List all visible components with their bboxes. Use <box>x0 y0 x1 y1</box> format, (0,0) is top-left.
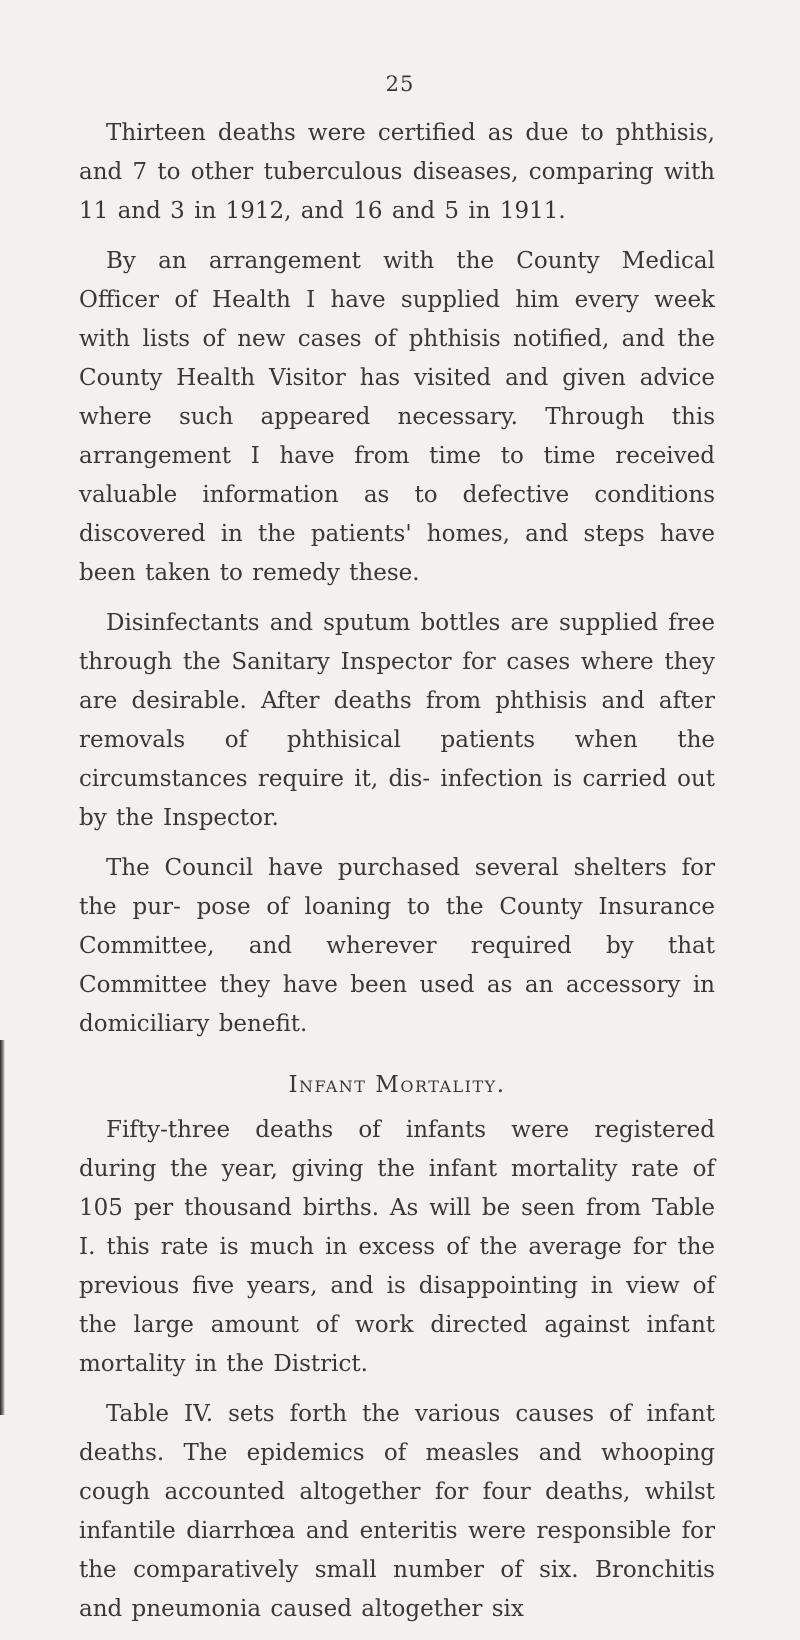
page-number: 25 <box>385 72 415 96</box>
paragraph-county-arrangement: By an arrangement with the County Medical Officer of Health I have supplied him every week with lists of new cases of phthisis notified, and the County Health Visitor has visited and given advice where such appeared necessary. Through this arrangement I have from time to time received valuable information as to defective conditions discovered in the patients' homes, and steps have been taken to remedy these. <box>79 248 715 586</box>
page-edge-shadow <box>0 1040 5 1415</box>
document-body <box>79 114 715 1640</box>
paragraph-phthisis-deaths: Thirteen deaths were certified as due to phthisis, and 7 to other tuberculous diseases, comparing with 11 and 3 in 1912, and 16 and 5 in 1911. <box>79 120 715 224</box>
section-heading-infant-mortality: Infant Mortality. <box>288 1072 506 1098</box>
paragraph-infant-causes: Table IV. sets forth the various causes of infant deaths. The epidemics of measles and whooping cough accounted altogether for four deaths, whilst infantile diarrhœa and enteritis were responsible for the comparatively small number of six. Bronchitis and pneumonia caused altogether six <box>79 1401 715 1622</box>
paragraph-infant-deaths: Fifty-three deaths of infants were registered during the year, giving the infant mortality rate of 105 per thousand births. As will be seen from Table I. this rate is much in excess of the average for the previous five years, and is disappointing in view of the large amount of work directed against infant mortality in the District. <box>79 1117 715 1377</box>
paragraph-shelters: The Council have purchased several shelters for the pur- pose of loaning to the County Insurance Committee, and wherever required by that Committee they have been used as an accessory in domiciliary benefit. <box>79 855 715 1037</box>
paragraph-disinfectants: Disinfectants and sputum bottles are supplied free through the Sanitary Inspector for cases where they are desirable. After deaths from phthisis and after removals of phthisical patients when the circumstances require it, dis- infection is carried out by the Inspector. <box>79 610 715 831</box>
